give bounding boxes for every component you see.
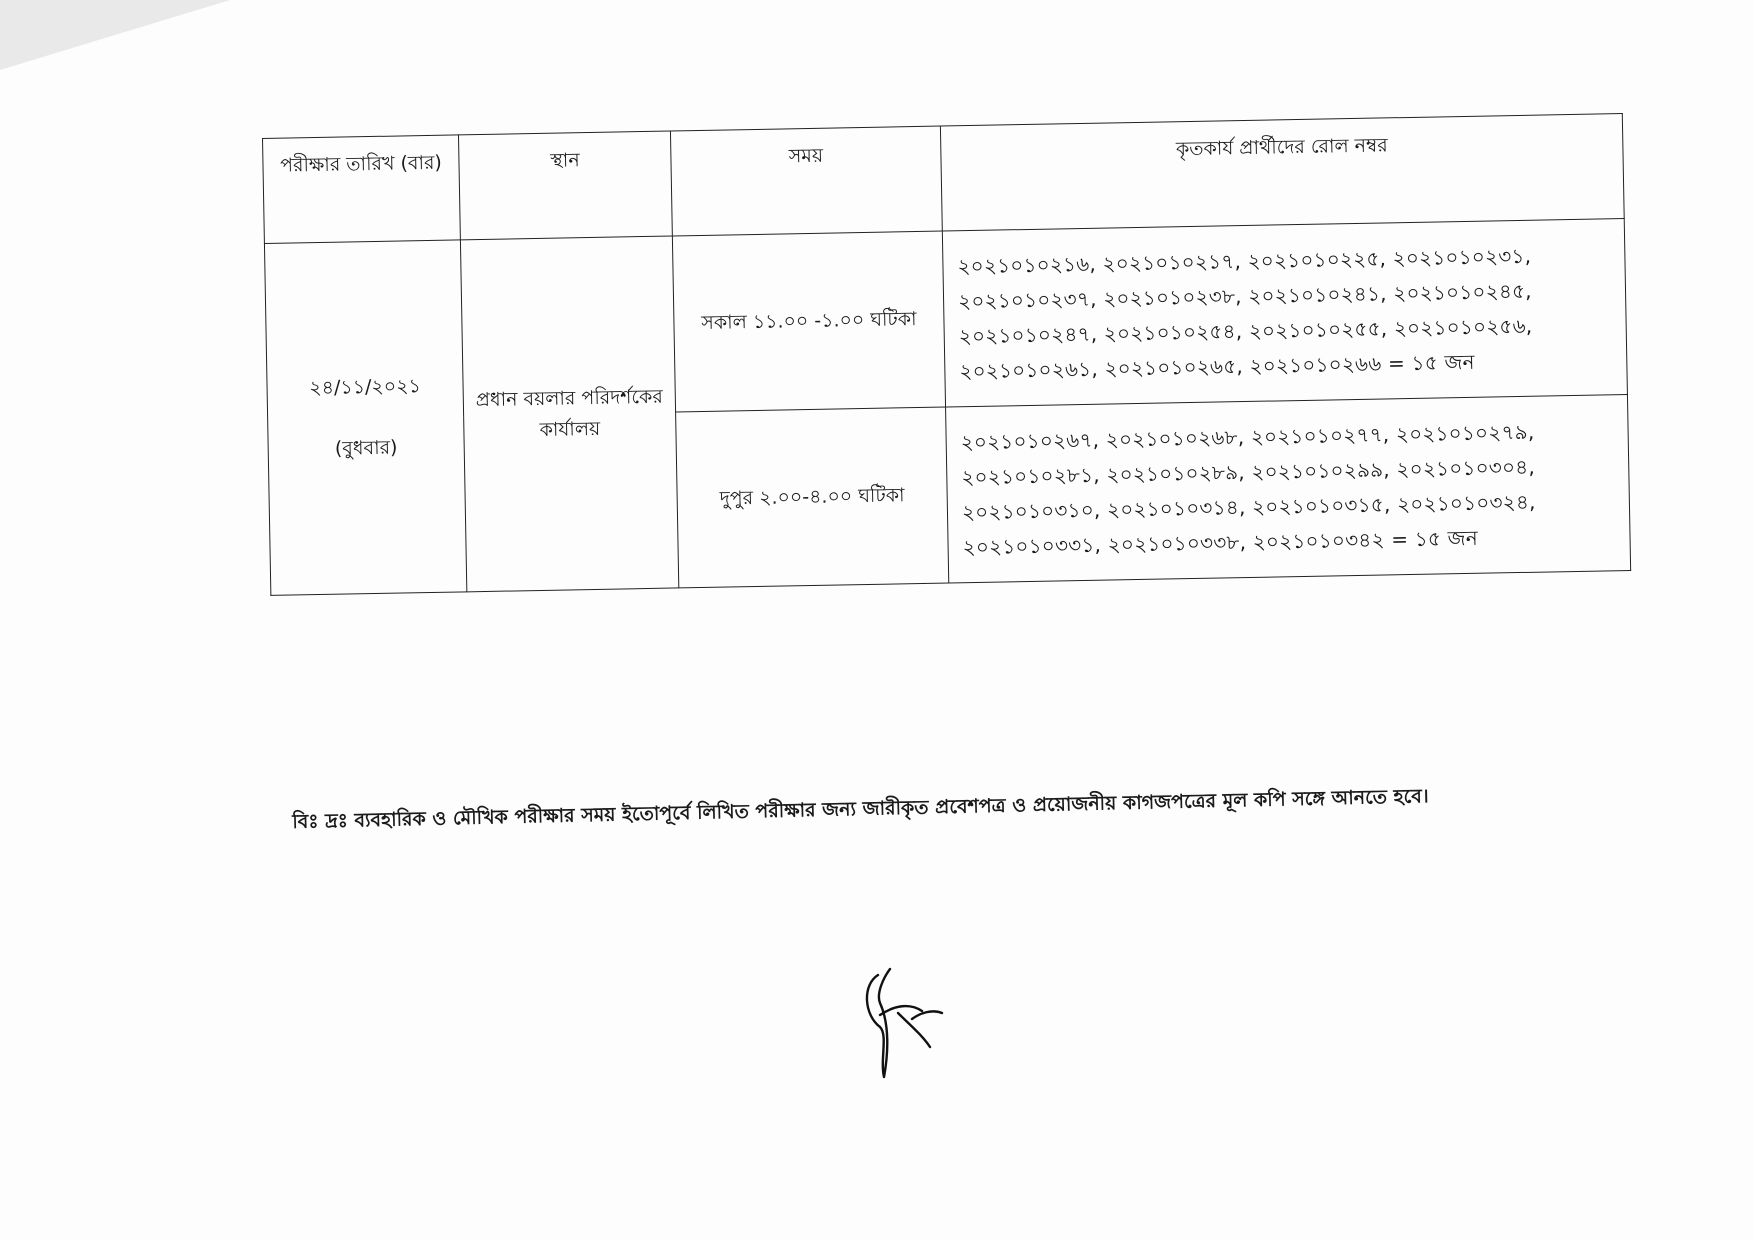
header-exam-date: পরীক্ষার তারিখ (বার) xyxy=(263,135,461,244)
results-table xyxy=(262,113,1631,596)
morning-time: সকাল ১১.০০ -১.০০ ঘটিকা xyxy=(672,231,945,412)
exam-date: ২৪/১১/২০২১ xyxy=(309,375,422,400)
page-corner-fold xyxy=(0,0,230,70)
afternoon-roll-numbers: ২০২১০১০২৬৭, ২০২১০১০২৬৮, ২০২১০১০২৭৭, ২০২১০১০২৭৯, ২০২১০১০২৮১, ২০২১০১০২৮৯, ২০২১০১০২৯৯, ২০২১০১০৩০৪, ২০২১০১০৩১০, ২০২১০১০৩১৪, ২০২১০১০৩১৫, ২০২১০১০৩২৪, ২০২১০১০৩৩১, ২০২১০১০৩৩৮, ২০২১০১০৩৪২ = ১৫ জন xyxy=(946,395,1631,583)
results-table-wrapper xyxy=(262,113,1630,596)
signature-icon xyxy=(850,955,960,1085)
exam-day: (বুধবার) xyxy=(334,436,398,460)
exam-place-cell xyxy=(460,236,678,592)
table-row-morning xyxy=(264,219,1627,420)
afternoon-time: দুপুর ২.০০-৪.০০ ঘটিকা xyxy=(676,407,949,588)
header-time: সময় xyxy=(670,126,942,236)
exam-place: প্রধান বয়লার পরিদর্শকের কার্যালয় xyxy=(475,385,664,441)
exam-date-cell xyxy=(264,240,466,596)
header-place: স্থান xyxy=(458,131,672,240)
header-roll-numbers: কৃতকার্য প্রার্থীদের রোল নম্বর xyxy=(940,114,1624,231)
morning-roll-numbers: ২০২১০১০২১৬, ২০২১০১০২১৭, ২০২১০১০২২৫, ২০২১০১০২৩১, ২০২১০১০২৩৭, ২০২১০১০২৩৮, ২০২১০১০২৪১, ২০২১০১০২৪৫, ২০২১০১০২৪৭, ২০২১০১০২৫৪, ২০২১০১০২৫৫, ২০২১০১০২৫৬, ২০২১০১০২৬১, ২০২১০১০২৬৫, ২০২১০১০২৬৬ = ১৫ জন xyxy=(942,219,1627,407)
footnote: বিঃ দ্রঃ ব্যবহারিক ও মৌখিক পরীক্ষার সময় ইতোপূর্বে লিখিত পরীক্ষার জন্য জারীকৃত প্রবেশপত্র ও প্রয়োজনীয় কাগজপত্রের মূল কপি সঙ্গে আনতে হবে। xyxy=(292,785,1429,833)
